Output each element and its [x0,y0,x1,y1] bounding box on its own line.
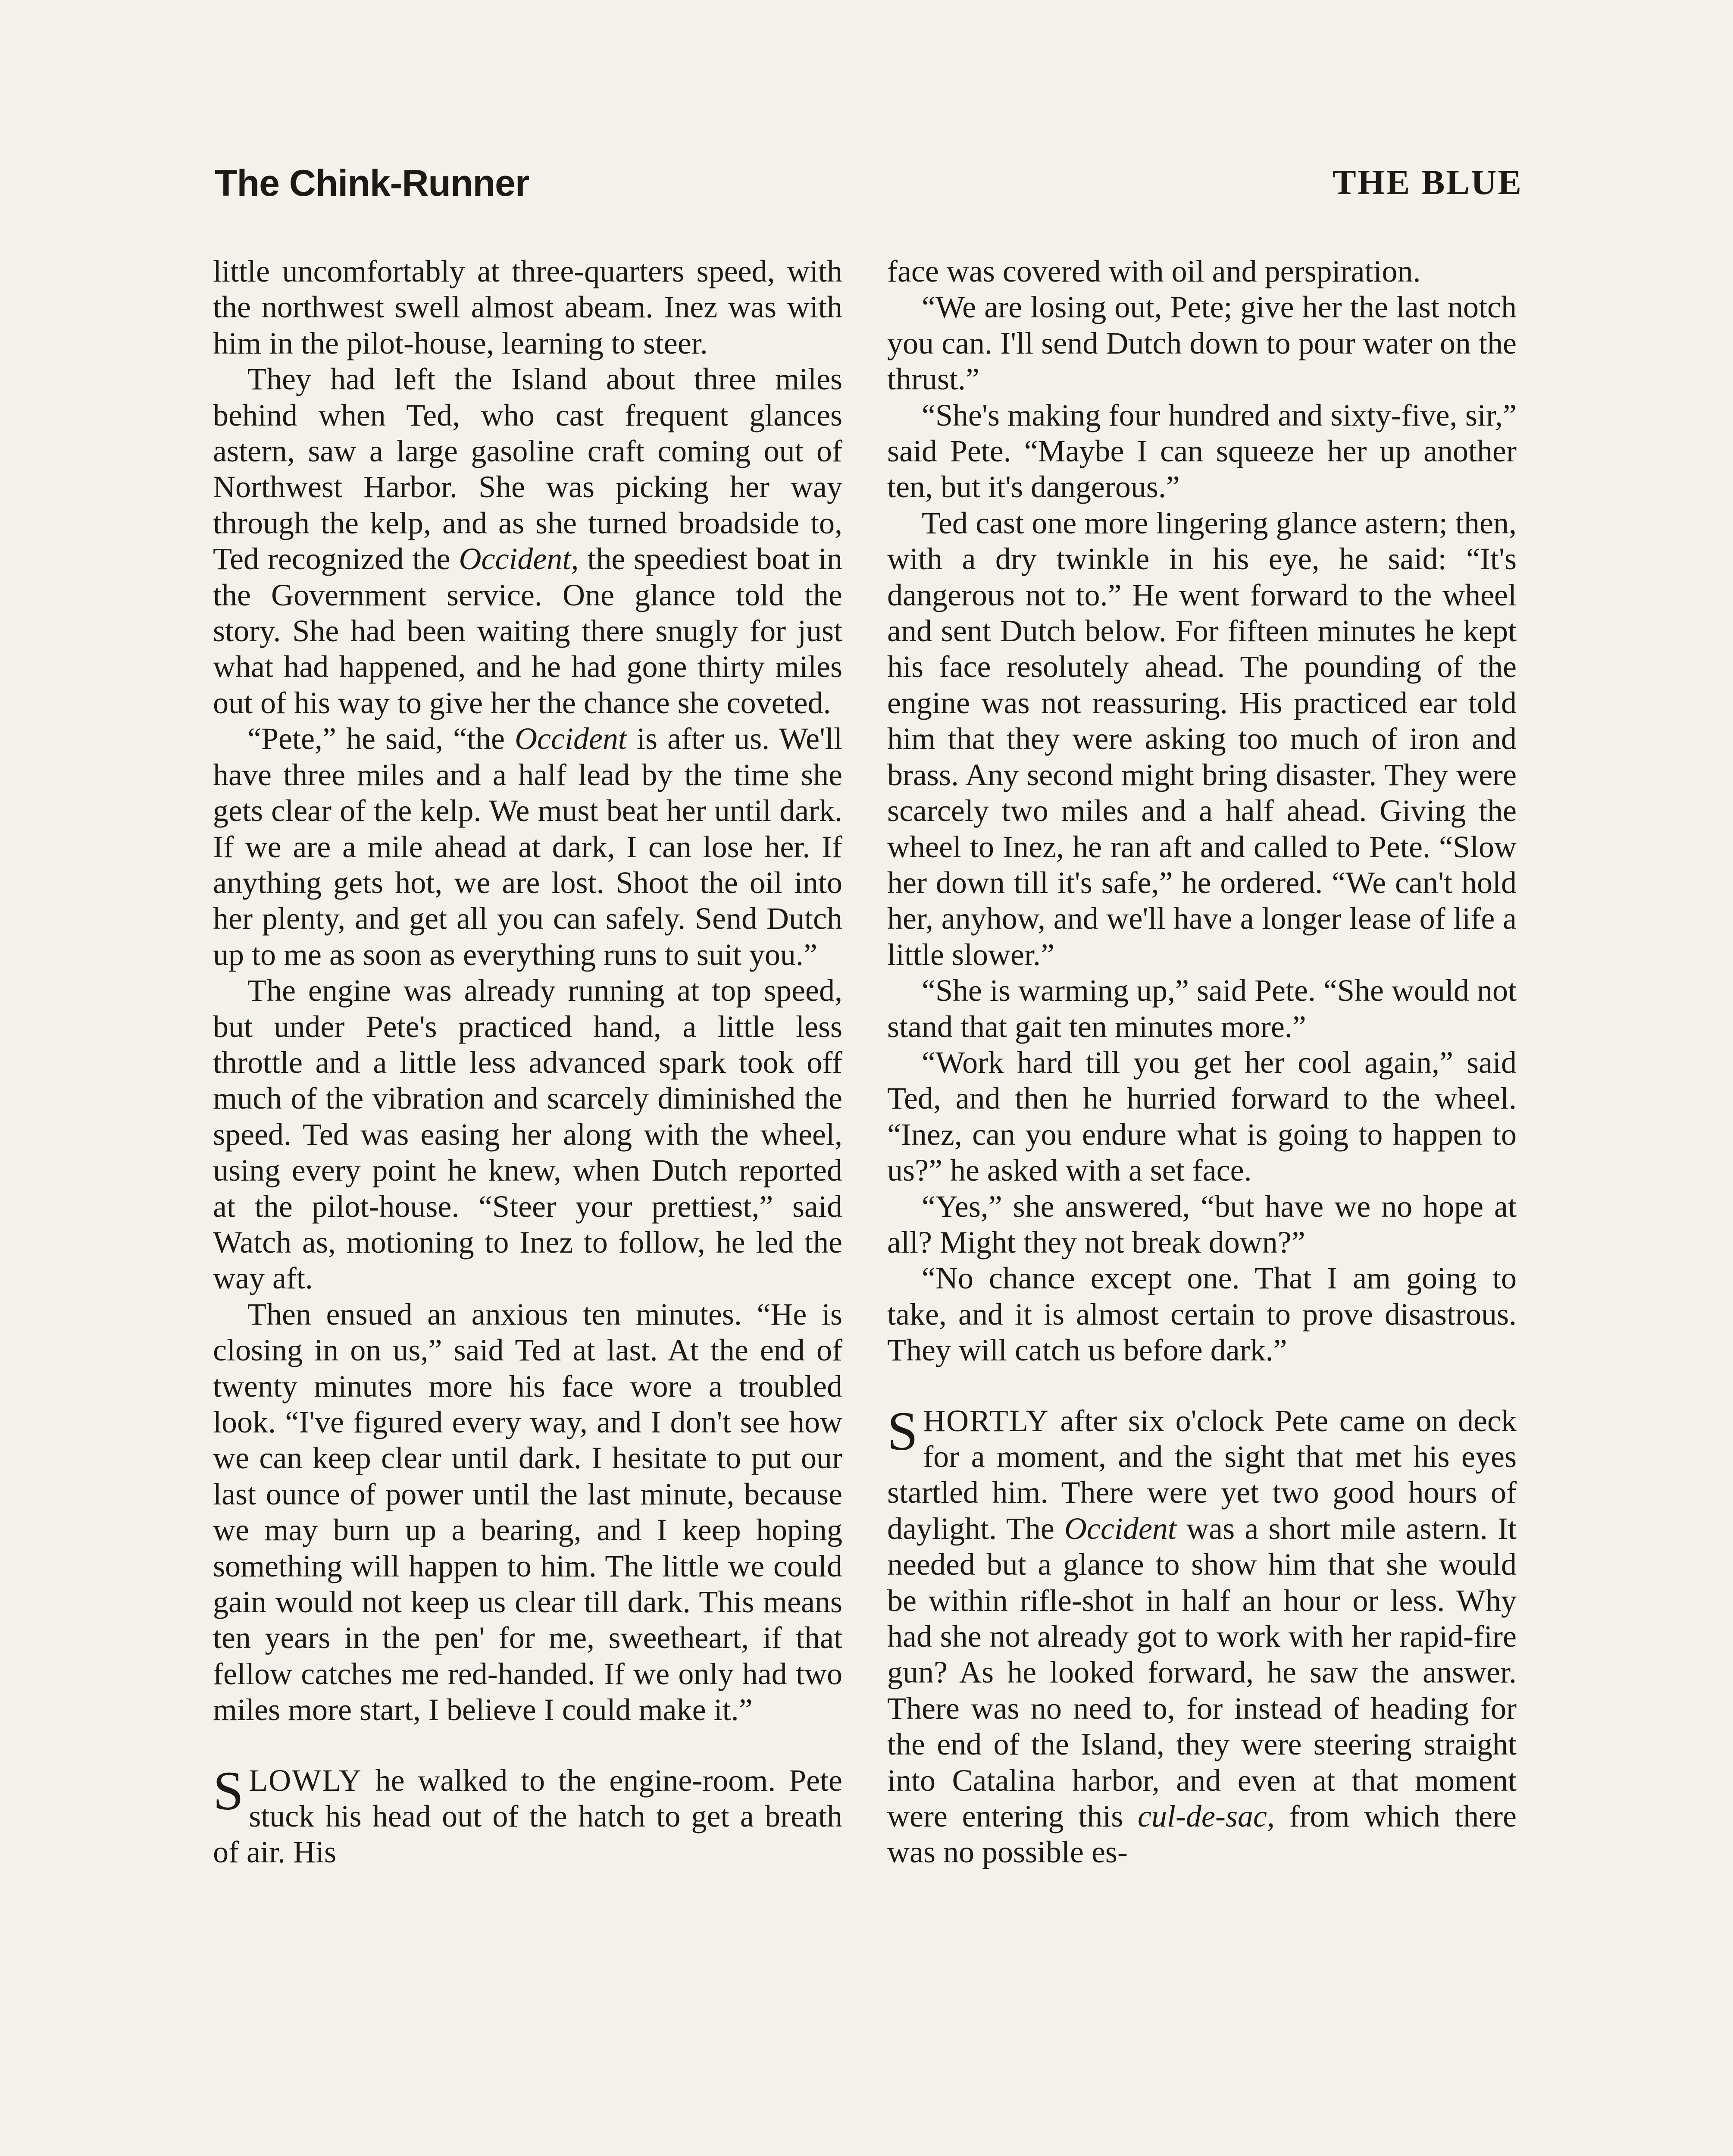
drop-cap: S [213,1760,244,1821]
section-opening-paragraph: SLOWLY he walked to the engine-room. Pete stuck his head out of the hatch to get a breath of air. His [213,1760,842,1870]
drop-cap: S [887,1400,918,1462]
paragraph: They had left the Island about three miles behind when Ted, who cast frequent glances astern, saw a large gasoline craft coming out of Northwest Harbor. She was picking her way through the kelp, and as she turned broadside to, Ted recognized the Occident, the speediest boat in the Government service. One glance told the story. She had been waiting there snugly for just what had happened, and he had gone thirty miles out of his way to give her the chance she coveted. [213,362,843,720]
paragraph: Ted cast one more lingering glance astern; then, with a dry twinkle in his eye, he said: “It's dangerous not to.” He went forward to the wheel and sent Dutch below. For fifteen minutes he kept his face resolutely ahead. The pounding of the engine was not reassuring. His practiced ear told him that they were asking too much of iron and brass. Any second might bring disaster. They were scarcely two miles and a half ahead. Giving the wheel to Inez, he ran aft and called to Pete. “Slow her down till it's safe,” he ordered. “We can't hold her, anyhow, and we'll have a longer lease of life a little slower.” [887,505,1517,972]
paragraph: face was covered with oil and perspiration. [887,254,1421,288]
paragraph: “Yes,” she answered, “but have we no hope at all? Might they not break down?” [887,1189,1517,1260]
paragraph: “She is warming up,” said Pete. “She would not stand that gait ten minutes more.” [887,973,1517,1044]
paragraph: little uncomfortably at three-quarters speed, with the northwest swell almost abeam. Inez was with him in the pilot-house, learning to steer. [213,254,842,360]
section-opening-paragraph: SHORTLY after six o'clock Pete came on deck for a moment, and the sight that met his eyes startled him. There were yet two good hours of daylight. The Occident was a short mile astern. It needed but a glance to show him that she would be within rifle-shot in half an hour or less. Why had she not already got to work with her rapid-fire gun? As he looked forward, he saw the answer. There was no need to, for instead of heading for the end of the Island, they were steering straight into Catalina harbor, and even at that moment were entering this cul-de-sac, from which there was no possible es- [887,1400,1517,1870]
left-text-column [213,254,842,1871]
running-head-story-title: The Chink-Runner [215,163,529,204]
paragraph: “Work hard till you get her cool again,” said Ted, and then he hurried forward to the wheel. “Inez, can you endure what is going to happen to us?” he asked with a set face. [887,1045,1517,1188]
paragraph: The engine was already running at top speed, but under Pete's practiced hand, a little less throttle and a little less advanced spark took off much of the vibration and scarcely diminished the speed. Ted was easing her along with the wheel, using every point he knew, when Dutch reported at the pilot-house. “Steer your prettiest,” said Watch as, motioning to Inez to follow, he led the way aft. [213,973,842,1296]
paragraph: “Pete,” he said, “the Occident is after us. We'll have three miles and a half lead by the time she gets clear of the kelp. We must beat her until dark. If we are a mile ahead at dark, I can lose her. If anything gets hot, we are lost. Shoot the oil into her plenty, and get all you can safely. Send Dutch up to me as soon as everything runs to suit you.” [213,721,842,972]
paragraph: “No chance except one. That I am going to take, and it is almost certain to prove disastrous. They will catch us before dark.” [887,1261,1517,1368]
running-head-magazine-title: THE BLUE [1333,163,1523,202]
paragraph: “We are losing out, Pete; give her the last notch you can. I'll send Dutch down to pour water on the thrust.” [887,290,1517,397]
right-text-column [887,254,1517,1871]
paragraph: “She's making four hundred and sixty-five, sir,” said Pete. “Maybe I can squeeze her up another ten, but it's dangerous.” [887,398,1517,505]
paragraph: Then ensued an anxious ten minutes. “He is closing in on us,” said Ted at last. At the end of twenty minutes more his face wore a troubled look. “I've figured every way, and I don't see how we can keep clear until dark. I hesitate to put our last ounce of power until the last minute, because we may burn up a bearing, and I keep hoping something will happen to him. The little we could gain would not keep us clear till dark. This means ten years in the pen' for me, sweetheart, if that fellow catches me red-handed. If we only had two miles more start, I believe I could make it.” [213,1297,842,1727]
